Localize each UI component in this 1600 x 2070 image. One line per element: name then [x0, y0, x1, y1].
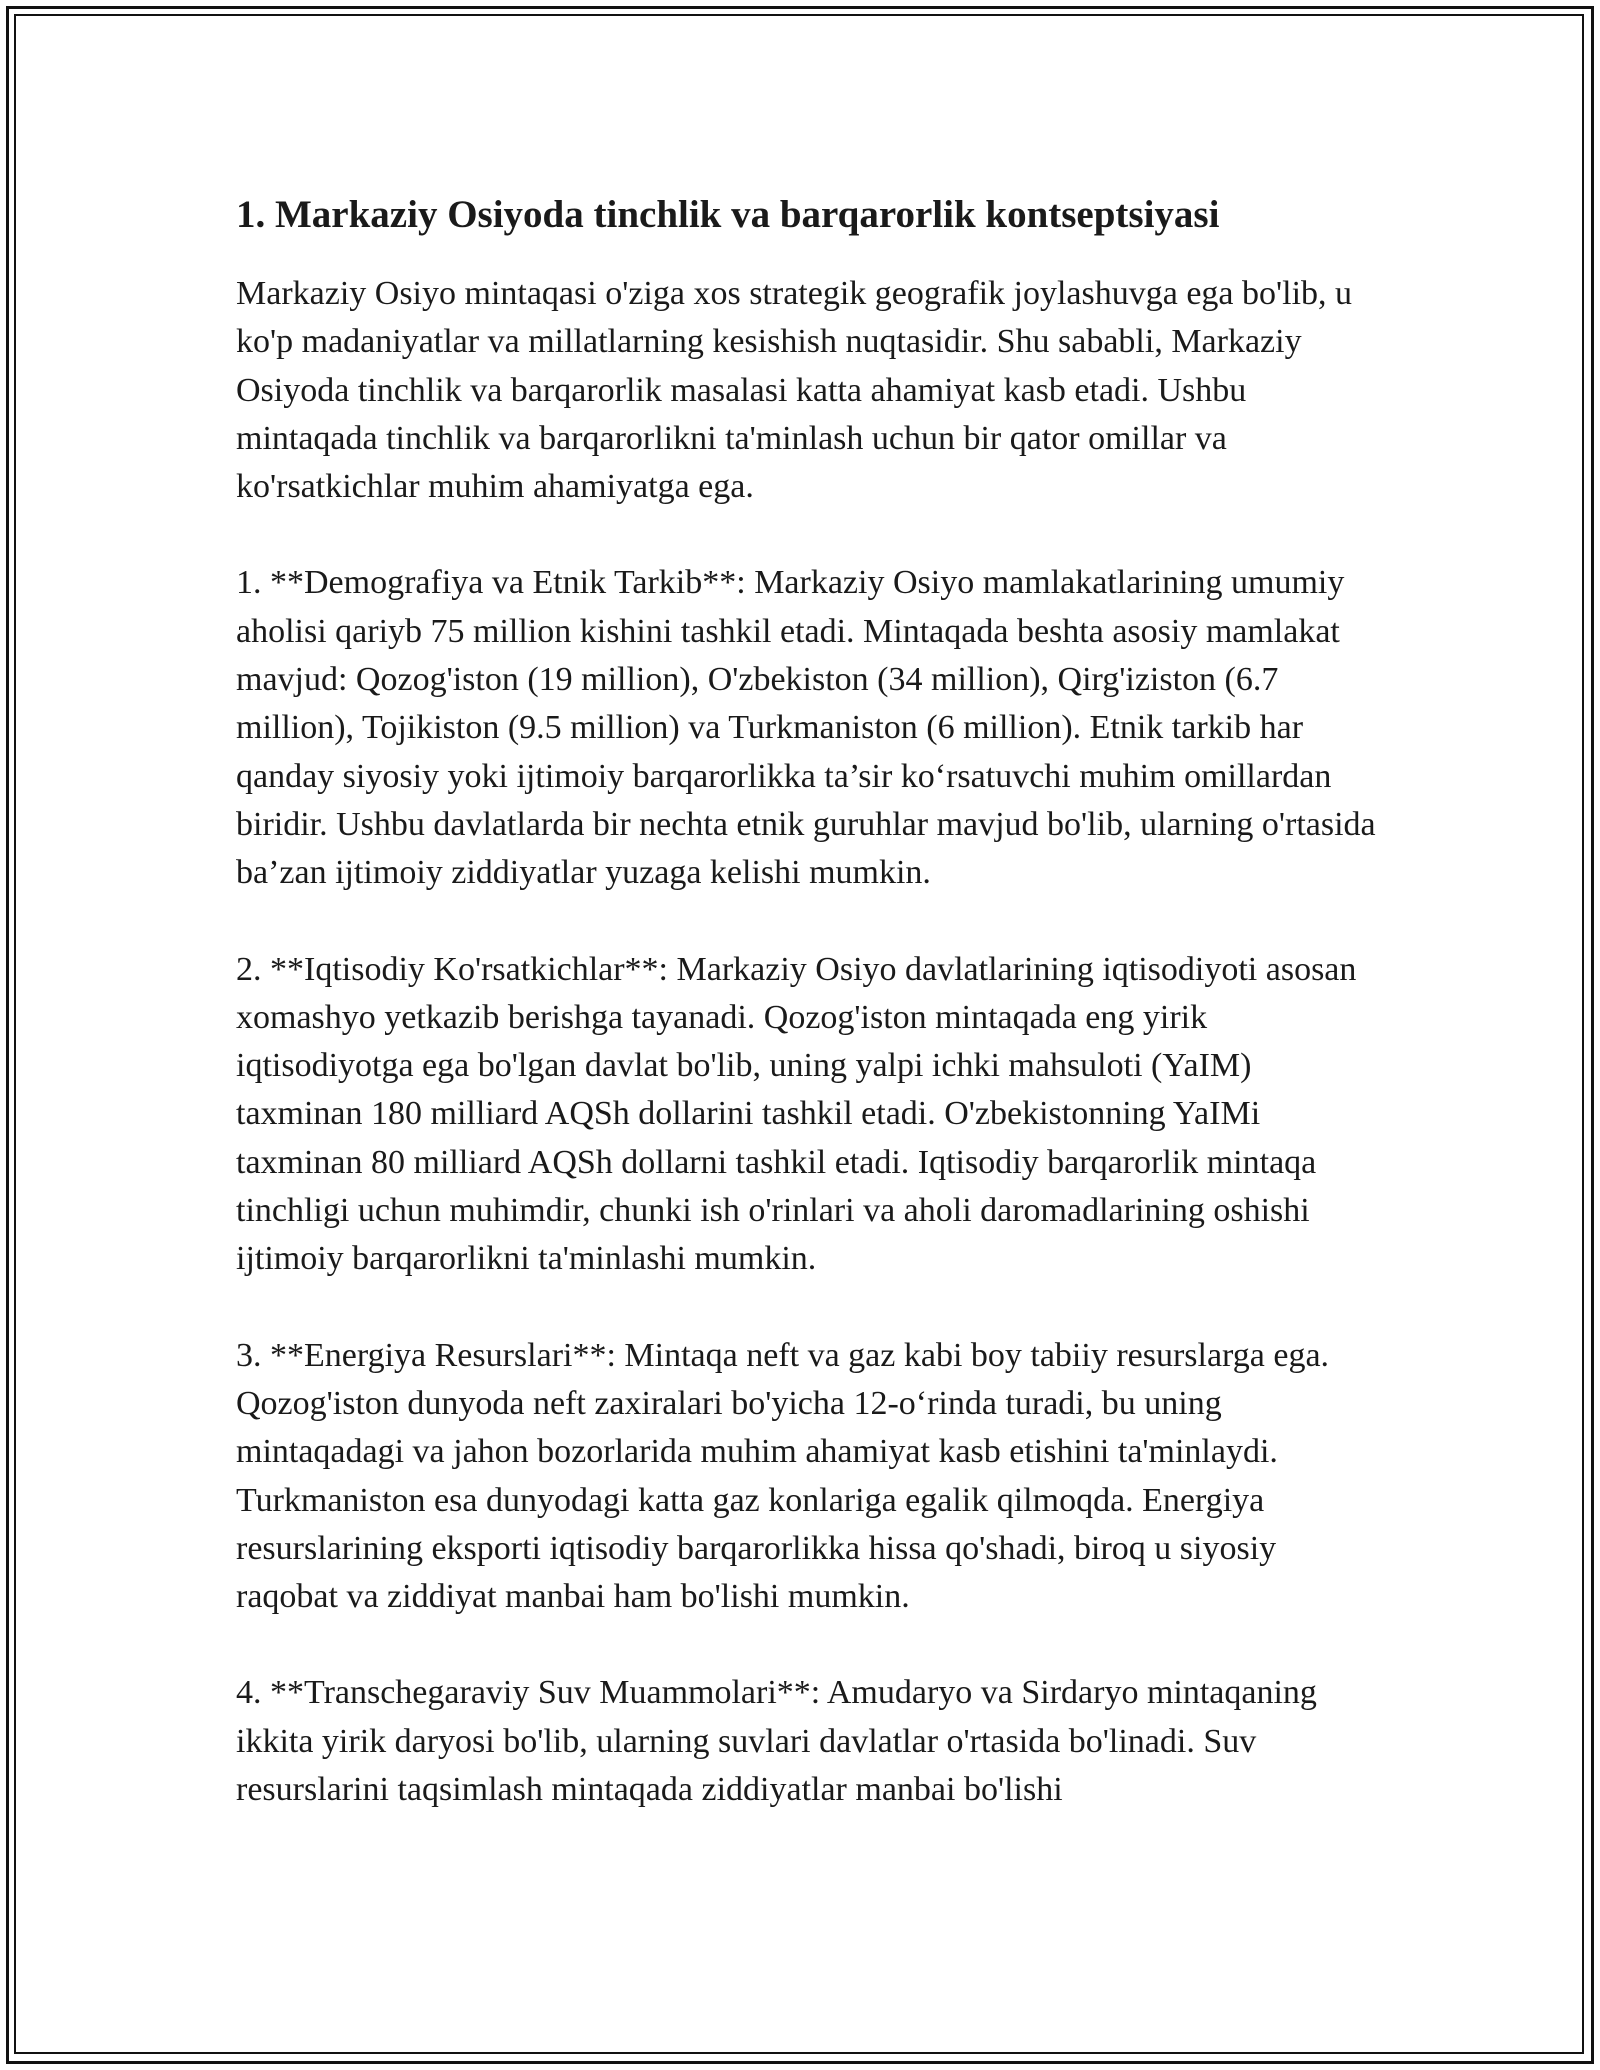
paragraph-demography: 1. **Demografiya va Etnik Tarkib**: Markaziy Osiyo mamlakatlarining umumiy aholisi qariyb 75 million kishini tashkil etadi. Mintaqada beshta asosiy mamlakat mavjud: Qozog'iston (19 million), O'zbekiston (34 million), Qirg'iziston (6.7 million), Tojikiston (9.5 million) va Turkmaniston (6 million). Etnik tarkib har qanday siyosiy yoki ijtimoiy barqarorlikka ta’sir ko‘rsatuvchi muhim omillardan biridir. Ushbu davlatlarda bir nechta etnik guruhlar mavjud bo'lib, ularning o'rtasida ba’zan ijtimoiy ziddiyatlar yuzaga kelishi mumkin. [236, 564, 1376, 892]
document-body [236, 186, 1376, 1862]
paragraph-economy: 2. **Iqtisodiy Ko'rsatkichlar**: Markaziy Osiyo davlatlarining iqtisodiyoti asosan xomashyo yetkazib berishga tayanadi. Qozog'iston mintaqada eng yirik iqtisodiyotga ega bo'lgan davlat bo'lib, uning yalpi ichki mahsuloti (YaIM) taxminan 180 milliard AQSh dollarini tashkil etadi. O'zbekistonning YaIMi taxminan 80 milliard AQSh dollarni tashkil etadi. Iqtisodiy barqarorlik mintaqa tinchligi uchun muhimdir, chunki ish o'rinlari va aholi daromadlarining oshishi ijtimoiy barqarorlikni ta'minlashi mumkin. [236, 950, 1357, 1278]
paragraph-energy: 3. **Energiya Resurslari**: Mintaqa neft va gaz kabi boy tabiiy resurslarga ega. Qozog'iston dunyoda neft zaxiralari bo'yicha 12-o‘rinda turadi, bu uning mintaqadagi va jahon bozorlarida muhim ahamiyat kasb etishini ta'minlaydi. Turkmaniston esa dunyodagi katta gaz konlariga egalik qilmoqda. Energiya resurslarining eksporti iqtisodiy barqarorlikka hissa qo'shadi, biroq u siyosiy raqobat va ziddiyat manbai ham bo'lishi mumkin. [236, 1336, 1330, 1616]
intro-paragraph: Markaziy Osiyo mintaqasi o'ziga xos strategik geografik joylashuvga ega bo'lib, u ko'p madaniyatlar va millatlarning kesishish nuqtasidir. Shu sababli, Markaziy Osiyoda tinchlik va barqarorlik masalasi katta ahamiyat kasb etadi. Ushbu mintaqada tinchlik va barqarorlikni ta'minlash uchun bir qator omillar va ko'rsatkichlar muhim ahamiyatga ega. [236, 275, 1353, 506]
paragraph-water: 4. **Transchegaraviy Suv Muammolari**: Amudaryo va Sirdaryo mintaqaning ikkita yirik daryosi bo'lib, ularning suvlari davlatlar o'rtasida bo'linadi. Suv resurslarini taqsimlash mintaqada ziddiyatlar manbai bo'lishi [236, 1674, 1317, 1809]
document-title: 1. Markaziy Osiyoda tinchlik va barqarorlik kontseptsiyasi [236, 193, 1220, 236]
